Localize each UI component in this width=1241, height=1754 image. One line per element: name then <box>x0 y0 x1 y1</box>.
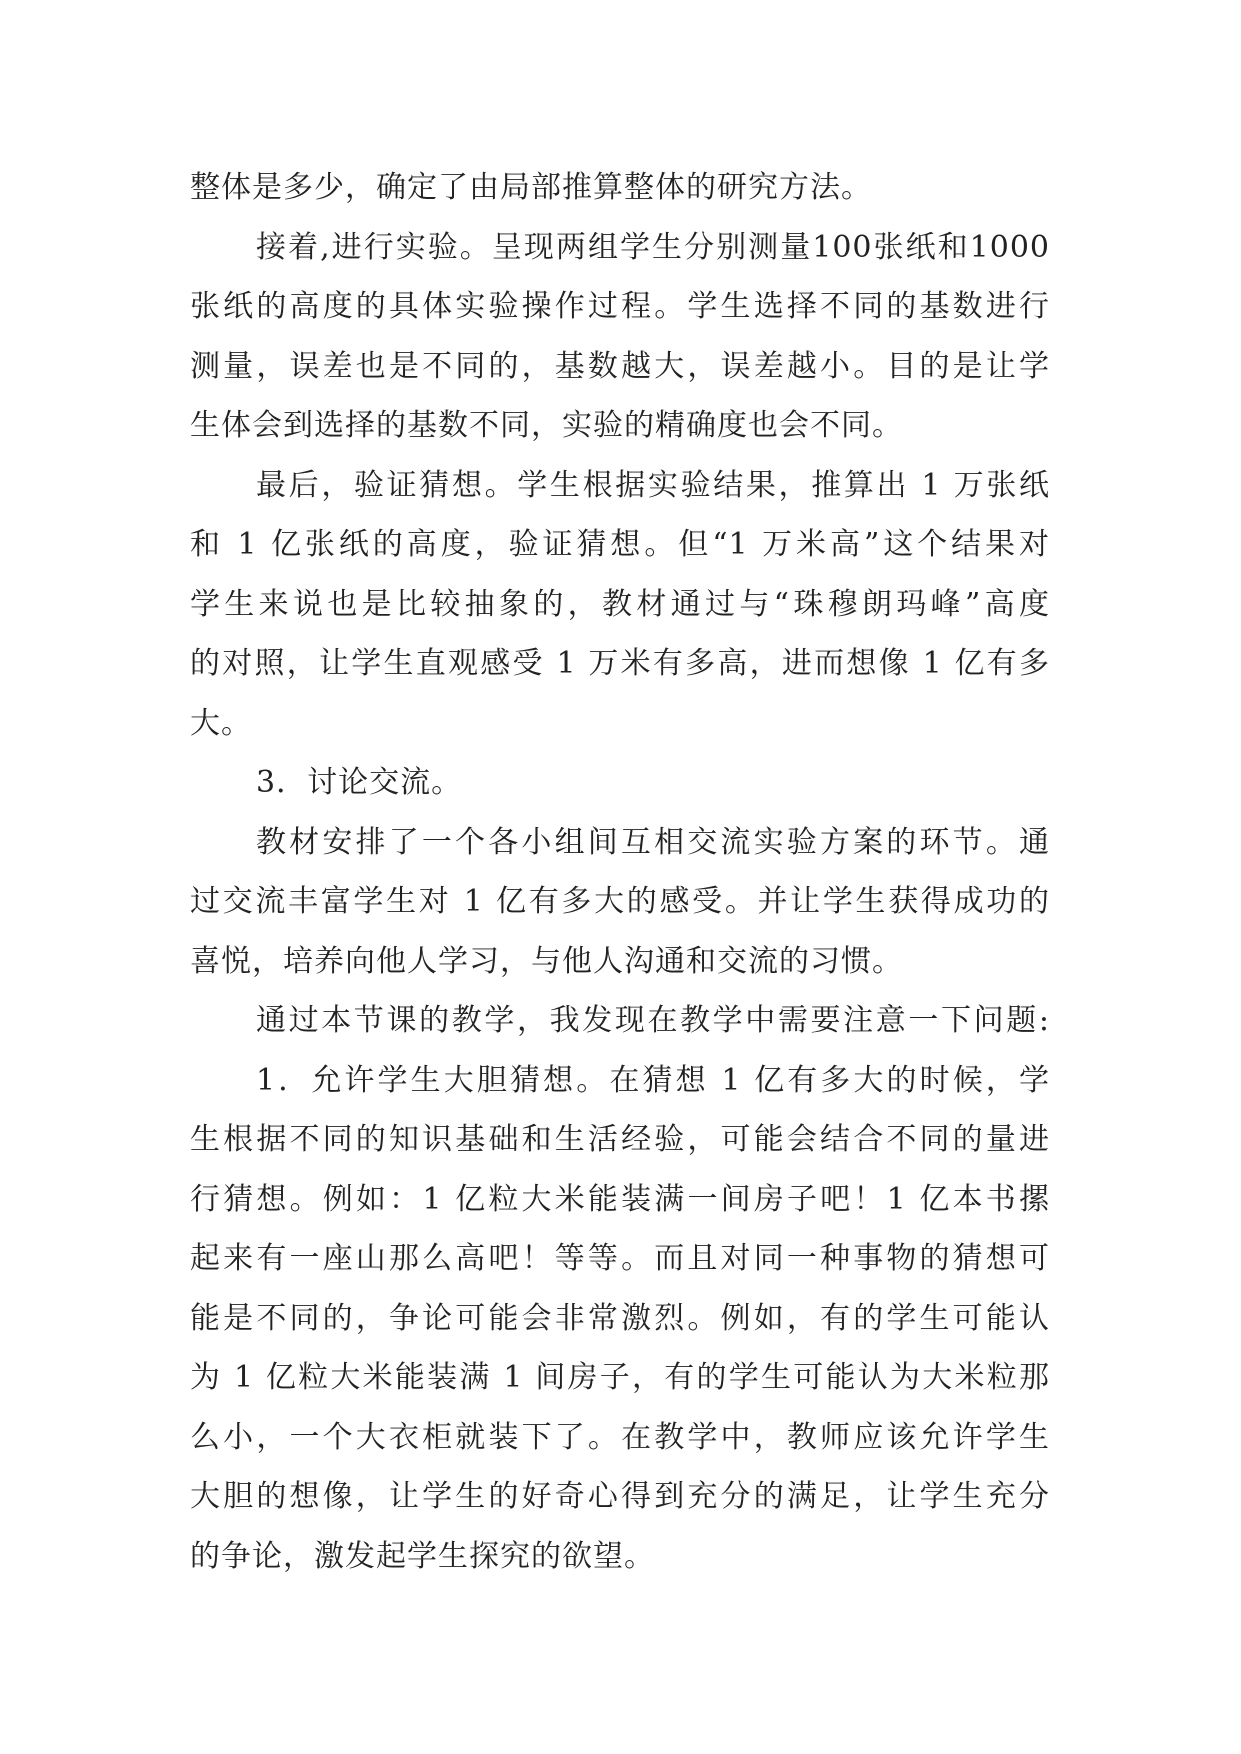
text-line: 和 1 亿张纸的高度，验证猜想。但“1 万米高”这个结果对 <box>190 527 1050 562</box>
text-line: 为 1 亿粒大米能装满 1 间房子，有的学生可能认为大米粒那 <box>190 1360 1050 1395</box>
text-line: 生体会到选择的基数不同，实验的精确度也会不同。 <box>190 408 903 443</box>
text-line: 学生来说也是比较抽象的，教材通过与“珠穆朗玛峰”高度 <box>190 586 1050 622</box>
text-line: 张纸的高度的具体实验操作过程。学生选择不同的基数进行 <box>190 289 1050 324</box>
text-line: 教材安排了一个各小组间互相交流实验方案的环节。通 <box>256 824 1050 860</box>
text-line: 大胆的想像，让学生的好奇心得到充分的满足，让学生充分 <box>190 1479 1050 1514</box>
text-line: 起来有一座山那么高吧！等等。而且对同一种事物的猜想可 <box>190 1241 1050 1276</box>
text-line: 大。 <box>190 705 252 741</box>
text-line: 喜悦，培养向他人学习，与他人沟通和交流的习惯。 <box>190 943 903 979</box>
text-line: 能是不同的，争论可能会非常激烈。例如，有的学生可能认 <box>190 1300 1050 1336</box>
text-line: 1．允许学生大胆猜想。在猜想 1 亿有多大的时候，学 <box>256 1062 1050 1098</box>
text-line: 过交流丰富学生对 1 亿有多大的感受。并让学生获得成功的 <box>190 884 1050 919</box>
text-line: 的对照，让学生直观感受 1 万米有多高，进而想像 1 亿有多 <box>190 646 1050 681</box>
text-line: 通过本节课的教学，我发现在教学中需要注意一下问题: <box>256 1003 1050 1038</box>
text-line: 测量，误差也是不同的，基数越大，误差越小。目的是让学 <box>190 348 1050 384</box>
section-heading: 3．讨论交流。 <box>256 765 463 800</box>
text-line: 生根据不同的知识基础和生活经验，可能会结合不同的量进 <box>190 1122 1050 1157</box>
text-line: 最后，验证猜想。学生根据实验结果，推算出 1 万张纸 <box>256 467 1050 503</box>
text-line: 的争论，激发起学生探究的欲望。 <box>190 1538 655 1574</box>
text-line: 行猜想。例如：1 亿粒大米能装满一间房子吧！1 亿本书摞 <box>190 1181 1050 1217</box>
document-body <box>190 158 1050 1586</box>
text-line: 么小，一个大衣柜就装下了。在教学中，教师应该允许学生 <box>190 1419 1050 1455</box>
text-line: 整体是多少，确定了由局部推算整体的研究方法。 <box>190 170 872 205</box>
text-line: 接着,进行实验。呈现两组学生分别测量100张纸和1000 <box>256 229 1050 265</box>
